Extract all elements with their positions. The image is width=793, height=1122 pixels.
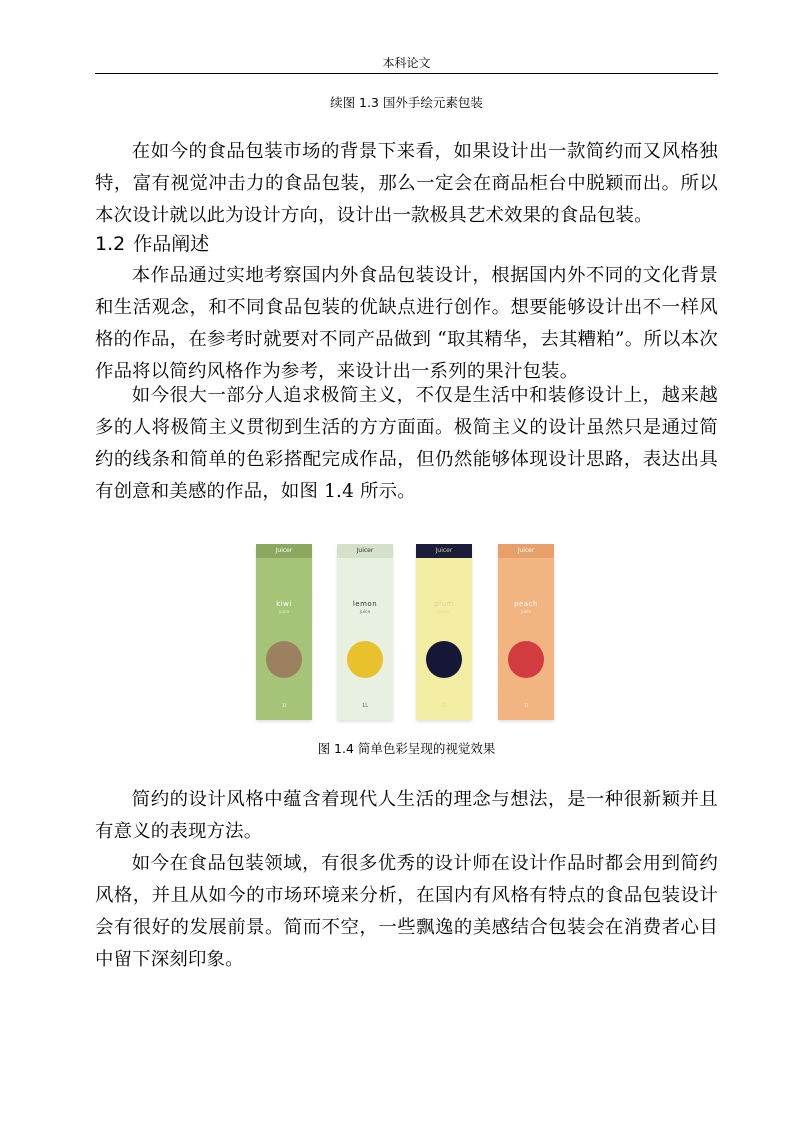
carton-volume: 1l <box>441 703 447 709</box>
carton-subtitle: juice <box>278 610 290 615</box>
carton-flavor: peach <box>514 600 538 608</box>
carton-volume: 1L <box>362 703 368 709</box>
running-header: 本科论文 <box>382 56 431 70</box>
juice-packaging-figure <box>248 532 556 724</box>
carton-flavor: plum <box>434 600 454 608</box>
plum-circle-icon <box>426 641 462 678</box>
header-rule <box>95 73 718 74</box>
carton-volume: 1l <box>523 703 529 709</box>
carton-kiwi <box>256 544 312 720</box>
carton-plum <box>416 544 472 720</box>
carton-brand: Juicer <box>337 544 393 558</box>
carton-subtitle: juice <box>359 610 371 615</box>
carton-brand: Juicer <box>498 544 554 558</box>
section-number: 1.2 <box>95 233 126 255</box>
section-heading <box>95 228 718 260</box>
paragraph-simple-style: 简约的设计风格中蕴含着现代人生活的理念与想法，是一种很新颖并且有意义的表现方法。 <box>95 789 718 842</box>
carton-flavor: kiwi <box>276 600 292 608</box>
section-title: 作品阐述 <box>133 233 210 255</box>
paragraph-minimalism: 如今很大一部分人追求极简主义，不仅是生活中和装修设计上，越来越多的人将极简主义贯彻到生活的方方面面。极简主义的设计虽然只是通过简约的线条和简单的色彩搭配完成作品，但仍然能够体现设计思路，表达出具有创意和美感的作品，如图 1.4 所示。 <box>95 385 718 502</box>
carton-peach <box>498 544 554 720</box>
carton-subtitle: juice <box>520 610 532 615</box>
paragraph-prospects: 如今在食品包装领域，有很多优秀的设计师在设计作品时都会用到简约风格，并且从如今的市场环境来分析，在国内有风格有特点的食品包装设计会有很好的发展前景。简而不空，一些飘逸的美感结合包装会在消费者心目中留下深刻印象。 <box>95 853 718 970</box>
carton-subtitle: juice <box>438 610 450 615</box>
lemon-circle-icon <box>347 641 383 678</box>
paragraph-intro: 在如今的食品包装市场的背景下来看，如果设计出一款简约而又风格独特，富有视觉冲击力的食品包装，那么一定会在商品柜台中脱颖而出。所以本次设计就以此为设计方向，设计出一款极具艺术效果的食品包装。 <box>95 141 718 226</box>
carton-volume: 1l <box>281 703 287 709</box>
carton-brand: Juicer <box>256 544 312 558</box>
paragraph-work-description: 本作品通过实地考察国内外食品包装设计，根据国内外不同的文化背景和生活观念，和不同食品包装的优缺点进行创作。想要能够设计出不一样风格的作品，在参考时就要对不同产品做到 “取其精华，去其糟粕”。所以本次作品将以简约风格作为参考，来设计出一系列的果汁包装。 <box>95 265 718 382</box>
carton-flavor: lemon <box>352 600 378 608</box>
peach-circle-icon <box>508 641 544 678</box>
carton-lemon <box>337 544 393 720</box>
kiwi-circle-icon <box>266 641 302 678</box>
figure-1-3-caption: 续图 1.3 国外手绘元素包装 <box>330 95 483 110</box>
carton-brand: Juicer <box>416 544 472 558</box>
figure-1-4-caption: 图 1.4 简单色彩呈现的视觉效果 <box>317 741 496 756</box>
